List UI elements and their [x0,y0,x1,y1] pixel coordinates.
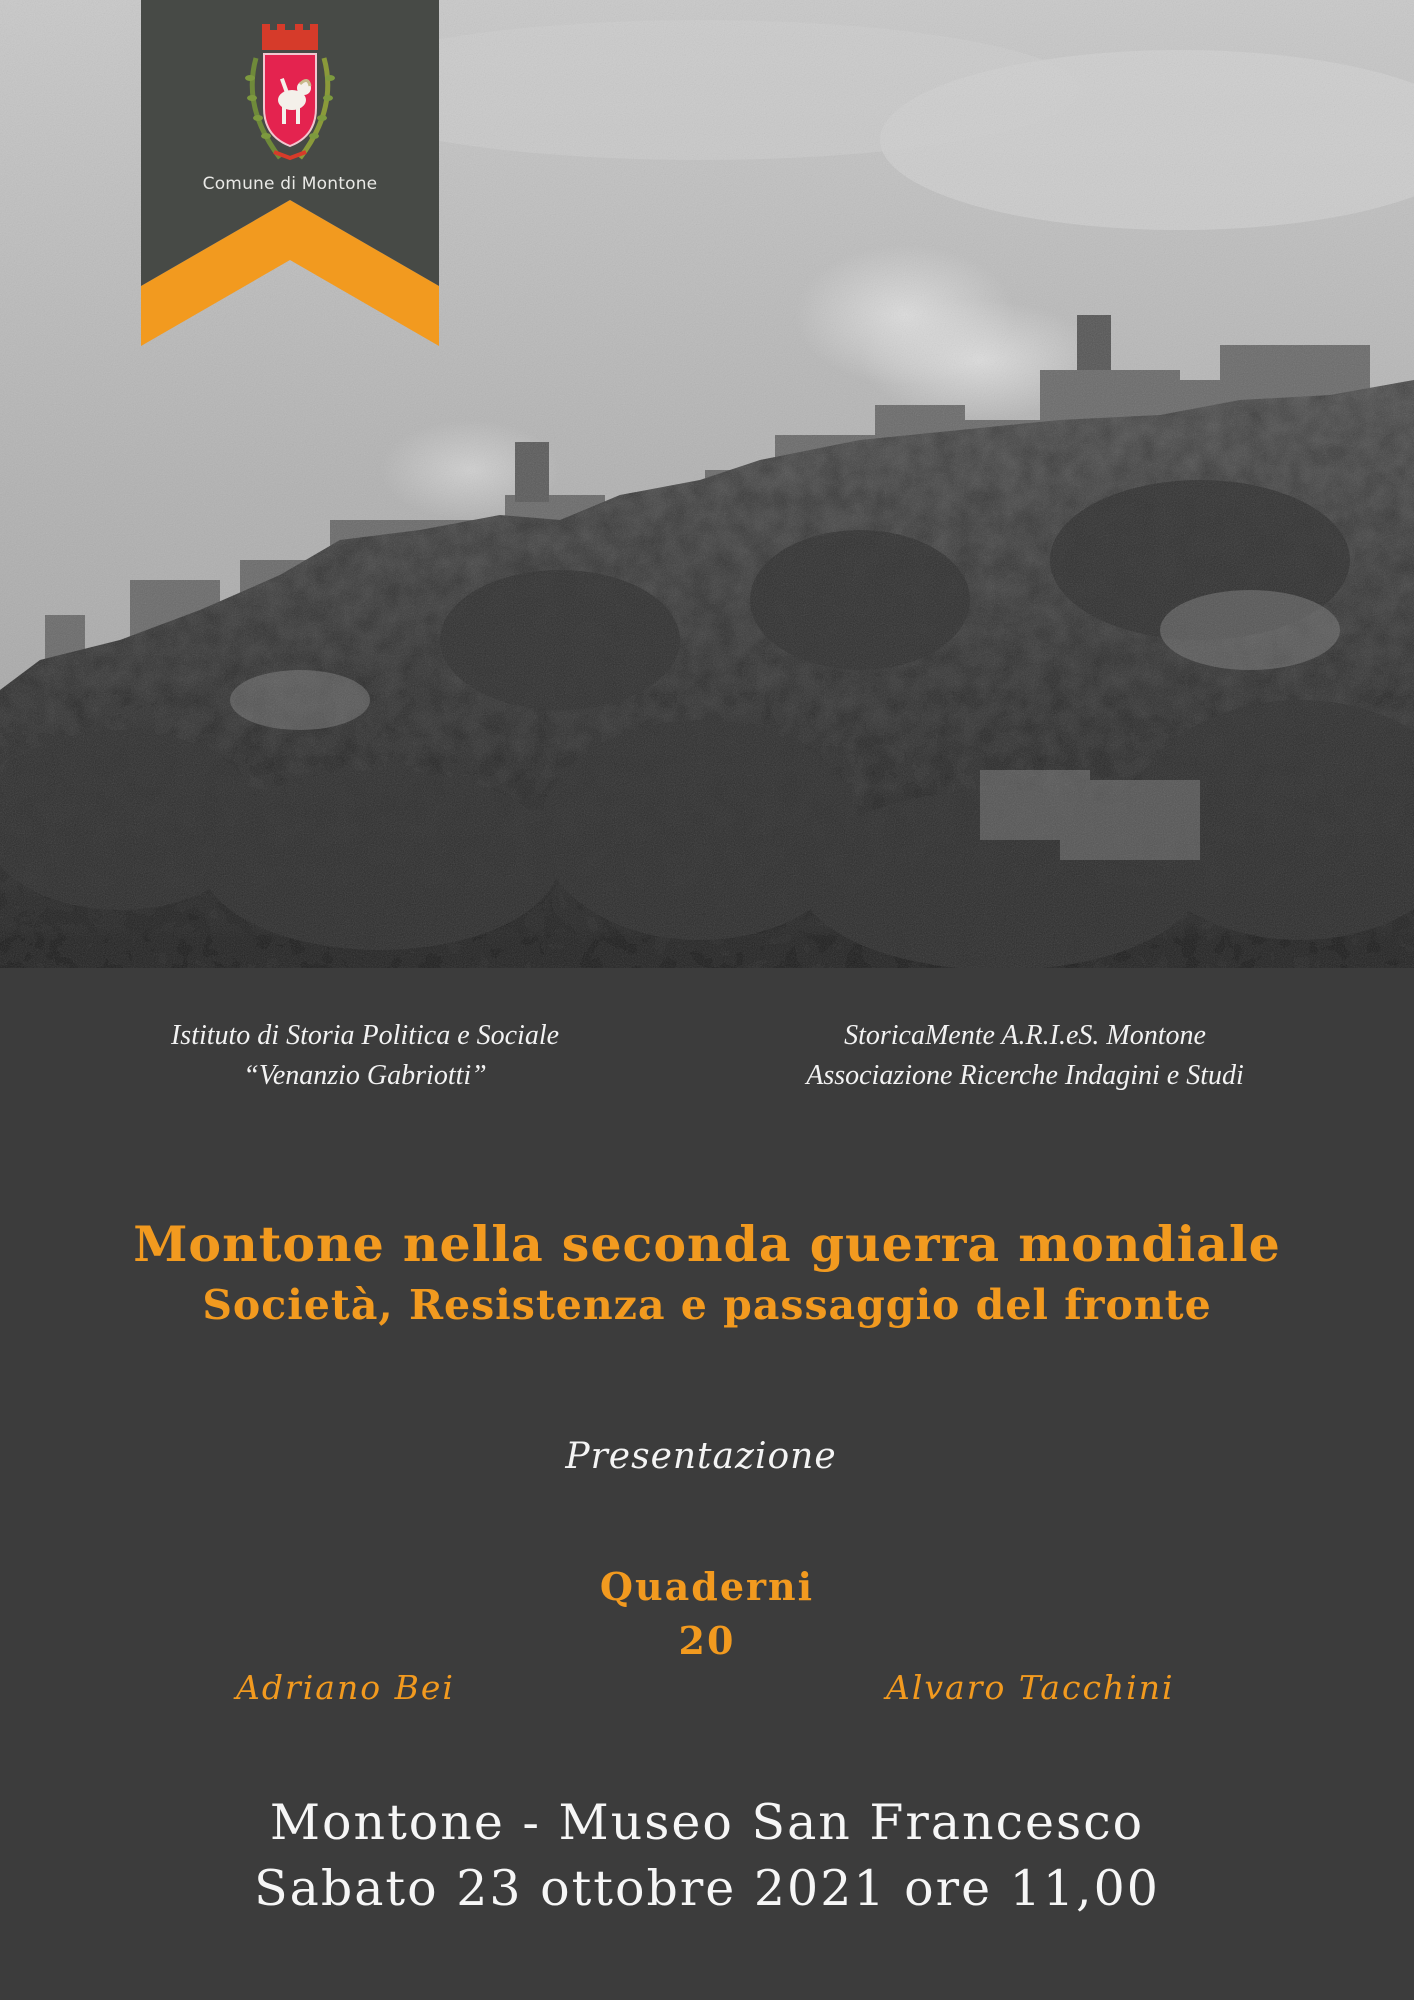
author-adriano-bei: Adriano Bei [236,1668,455,1707]
event-datetime: Sabato 23 ottobre 2021 ore 11,00 [254,1860,1160,1917]
comune-ribbon-badge [141,0,439,346]
series-name: Quaderni [599,1564,815,1609]
event-details [0,1790,1414,1922]
organizer-right-line2: Associazione Ricerche Indagini e Studi [806,1060,1244,1091]
comune-label: Comune di Montone [202,174,378,194]
organizer-left-line2: “Venanzio Gabriotti” [243,1060,487,1091]
organizer-right-line1: StoricaMente A.R.I.eS. Montone [844,1020,1206,1051]
presentation-label: Presentazione [565,1436,837,1477]
series-block [0,1560,1414,1668]
title-main: Montone nella seconda guerra mondiale [133,1215,1281,1273]
author-alvaro-tacchini: Alvaro Tacchini [886,1668,1175,1707]
organizer-istituto-storia [100,1016,630,1096]
event-location: Montone - Museo San Francesco [269,1794,1145,1851]
title-subtitle: Società, Resistenza e passaggio del fronte [202,1281,1212,1329]
book-title [0,1212,1414,1334]
coat-of-arms-logo [240,18,340,168]
series-number: 20 [678,1618,736,1663]
organizer-left-line1: Istituto di Storia Politica e Sociale [170,1020,560,1051]
organizer-storicamente [740,1016,1310,1096]
